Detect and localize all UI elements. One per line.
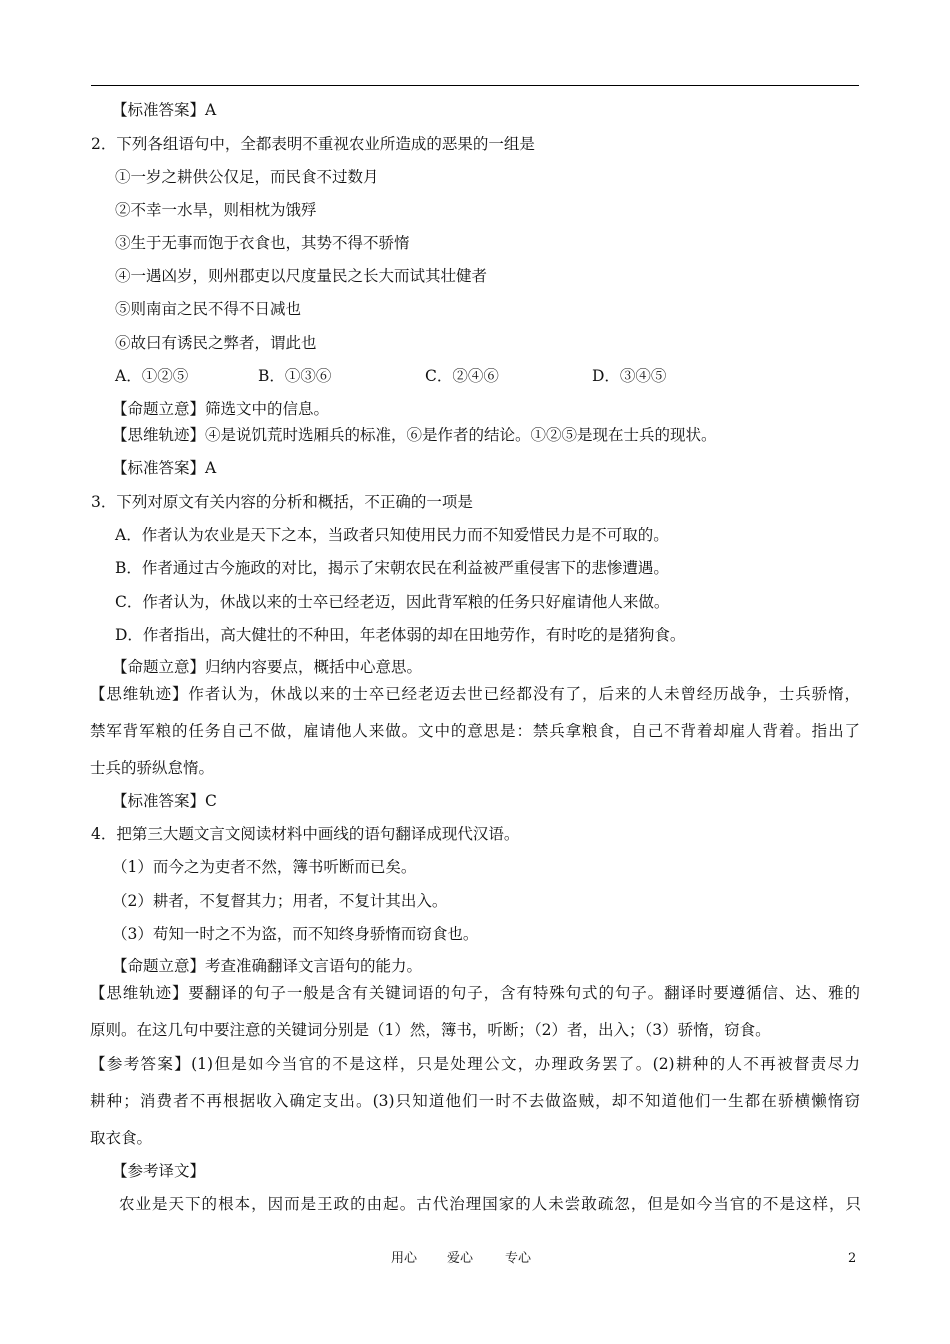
item-3: ③生于无事而饱于衣食也，其势不得不骄惰 <box>115 234 410 252</box>
intent-line: 【命题立意】筛选文中的信息。 <box>112 400 330 418</box>
option-a: A．①②⑤ <box>115 367 189 385</box>
sentence-2: （2）耕者，不复督其力；用者，不复计其出入。 <box>112 892 448 910</box>
header-rule <box>91 85 859 86</box>
intent-line: 【命题立意】考查准确翻译文言语句的能力。 <box>112 957 423 975</box>
question-4: 4．把第三大题文言文阅读材料中画线的语句翻译成现代汉语。 <box>91 825 520 843</box>
item-4: ④一遇凶岁，则州郡吏以尺度量民之长大而试其壮健者 <box>115 267 488 285</box>
page-number: 2 <box>848 1251 857 1266</box>
item-2: ②不幸一水旱，则相枕为饿殍 <box>115 201 317 219</box>
translation-line: 农业是天下的根本，因而是王政的由起。古代治理国家的人未尝敢疏忽，但是如今当官的不是这样，只 <box>119 1195 861 1213</box>
thinking-line: 【思维轨迹】④是说饥荒时选厢兵的标准，⑥是作者的结论。①②⑤是现在士兵的现状。 <box>112 426 717 444</box>
thinking-paragraph-line: 原则。在这几句中要注意的关键词分别是（1）然，簿书，听断；（2）者，出入；（3）骄惰，窃食。 <box>90 1021 771 1039</box>
sentence-1: （1）而今之为吏者不然，簿书听断而已矣。 <box>112 858 417 876</box>
thinking-paragraph-line: 士兵的骄纵怠惰。 <box>90 759 215 777</box>
choice-b: B．作者通过古今施政的对比，揭示了宋朝农民在利益被严重侵害下的悲惨遭遇。 <box>115 559 669 577</box>
footer-text: 用心 <box>391 1251 418 1266</box>
option-d: D．③④⑤ <box>592 367 667 385</box>
option-b: B．①③⑥ <box>258 367 332 385</box>
intent-line: 【命题立意】归纳内容要点，概括中心意思。 <box>112 658 423 676</box>
answer-line: 【标准答案】A <box>112 101 217 119</box>
thinking-paragraph-line: 禁军背军粮的任务自己不做，雇请他人来做。文中的意思是：禁兵拿粮食，自己不背着却雇人背着。指出了 <box>90 722 860 740</box>
item-5: ⑤则南亩之民不得不日减也 <box>115 300 302 318</box>
footer-text: 专心 <box>505 1251 532 1266</box>
choice-a: A．作者认为农业是天下之本，当政者只知使用民力而不知爱惜民力是不可取的。 <box>115 526 669 544</box>
question-3: 3．下列对原文有关内容的分析和概括，不正确的一项是 <box>91 493 473 511</box>
reference-answer-line: 取衣食。 <box>90 1129 153 1147</box>
thinking-paragraph-line: 【思维轨迹】作者认为，休战以来的士卒已经老迈去世已经都没有了，后来的人未曾经历战争，士兵骄惰， <box>90 685 860 703</box>
answer-line: 【标准答案】A <box>112 459 217 477</box>
footer-text: 爱心 <box>447 1251 474 1266</box>
thinking-paragraph-line: 【思维轨迹】要翻译的句子一般是含有关键词语的句子，含有特殊句式的句子。翻译时要遵循信、达、雅的 <box>90 984 860 1002</box>
item-6: ⑥故曰有诱民之弊者，谓此也 <box>115 334 317 352</box>
sentence-3: （3）苟知一时之不为盗，而不知终身骄惰而窃食也。 <box>112 925 479 943</box>
reference-answer-line: 【参考答案】(1)但是如今当官的不是这样，只是处理公文，办理政务罢了。(2)耕种的人不再被督责尽力 <box>90 1055 860 1073</box>
reference-answer-line: 耕种；消费者不再根据收入确定支出。(3)只知道他们一时不去做盗贼，却不知道他们一生都在骄横懒惰窃 <box>90 1092 860 1110</box>
choice-d: D．作者指出，高大健壮的不种田，年老体弱的却在田地劳作，有时吃的是猪狗食。 <box>115 626 686 644</box>
item-1: ①一岁之耕供公仅足，而民食不过数月 <box>115 168 379 186</box>
answer-line: 【标准答案】C <box>112 792 217 810</box>
reference-translation-heading: 【参考译文】 <box>112 1162 206 1180</box>
choice-c: C．作者认为，休战以来的士卒已经老迈，因此背军粮的任务只好雇请他人来做。 <box>115 593 670 611</box>
question-2: 2．下列各组语句中，全都表明不重视农业所造成的恶果的一组是 <box>91 135 535 153</box>
option-c: C．②④⑥ <box>425 367 499 385</box>
